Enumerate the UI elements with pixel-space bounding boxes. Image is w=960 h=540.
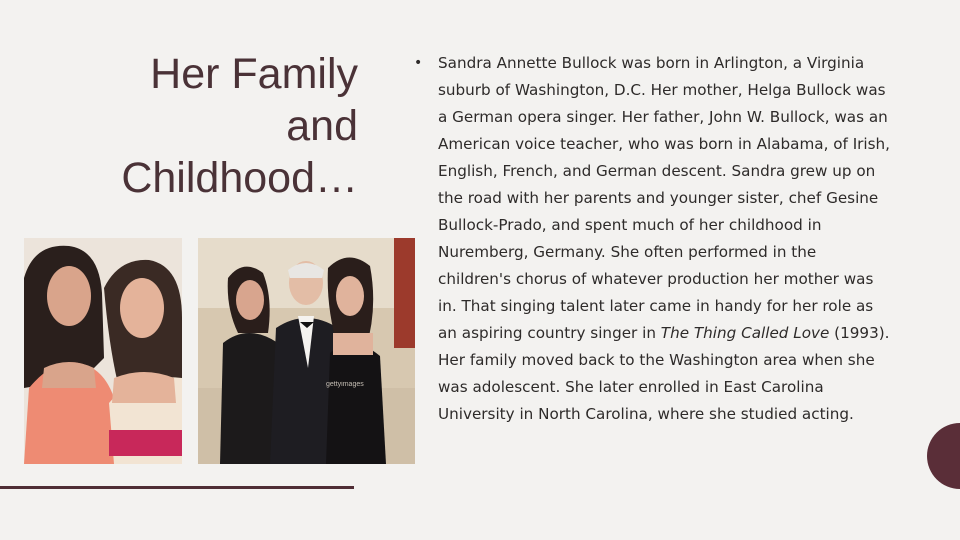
bullet-marker: • — [414, 55, 423, 71]
slide-title — [60, 48, 358, 204]
bullet-list — [414, 50, 894, 428]
paragraph-text-end: (1993). Her family moved back to the Washington area when she was adolescent. She later enrolled in East Carolina University in North Carolina, where she studied acting. — [438, 324, 890, 423]
title-line-3: Childhood… — [121, 154, 358, 202]
title-divider-line — [0, 486, 354, 489]
photo-watermark: gettyimages — [326, 381, 364, 388]
title-line-1: Her Family — [150, 50, 358, 98]
decorative-circle — [927, 423, 960, 489]
paragraph-text-start: Sandra Annette Bullock was born in Arlington, a Virginia suburb of Washington, D.C. Her mother, Helga Bullock was a German opera singer. Her father, John W. Bullock, was an American voice teacher, who was born in Alabama, of Irish, English, French, and German descent. Sandra grew up on the road with her parents and younger sister, chef Gesine Bullock-Prado, and spent much of her childhood in Nuremberg, Germany. She often performed in the children's chorus of whatever production her mother was in. That singing talent later came in handy for her role as an aspiring country singer in — [438, 54, 891, 342]
title-line-2: and — [286, 102, 358, 150]
movie-title: The Thing Called Love — [660, 324, 830, 342]
family-photo-sisters — [24, 238, 182, 464]
bullet-item — [414, 50, 894, 428]
family-photo-parents — [198, 238, 415, 464]
